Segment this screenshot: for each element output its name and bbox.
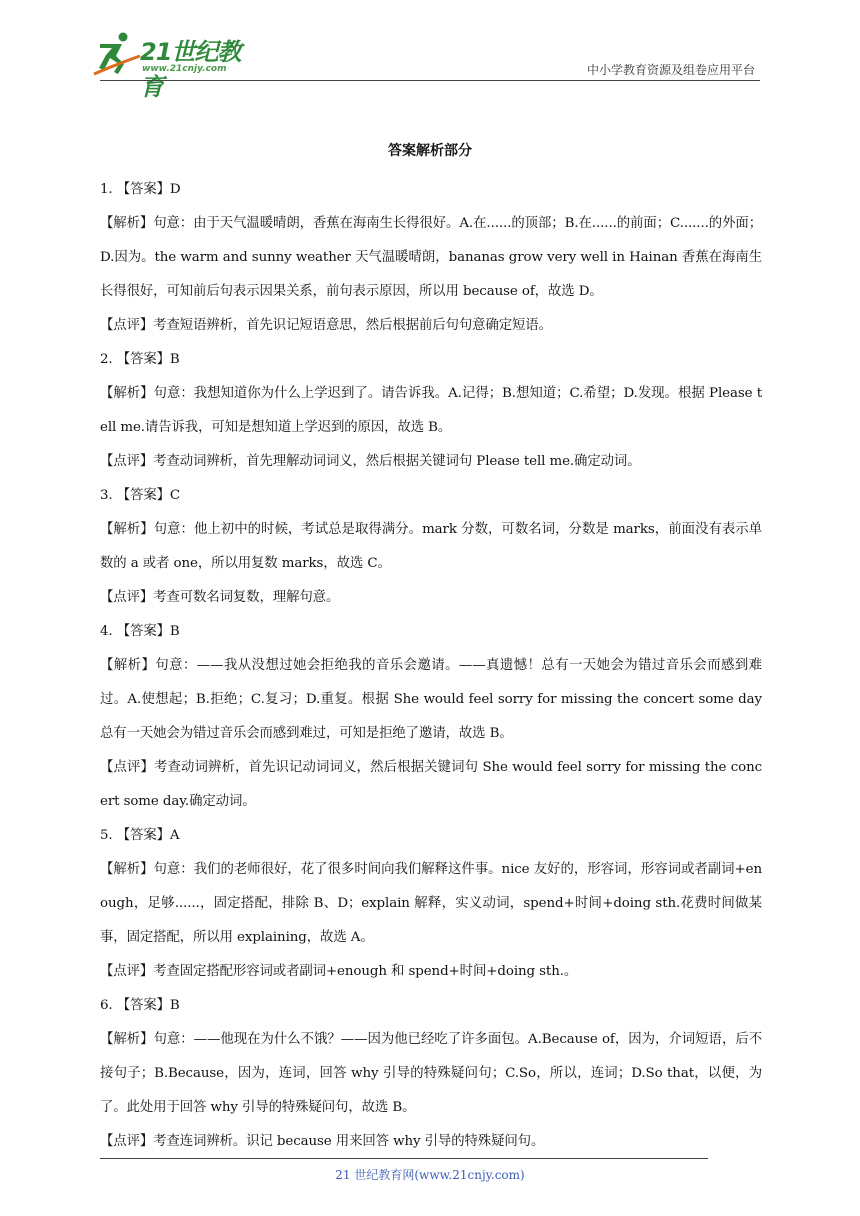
footer-divider [100,1158,708,1159]
platform-name: 中小学教育资源及组卷应用平台 [586,63,755,77]
paragraph: 【点评】考查动词辨析，首先理解动词词义，然后根据关键词句 Please tell me.确定动词。 [100,454,641,469]
page-header [0,0,860,101]
paragraph: 【点评】考查可数名词复数，理解句意。 [100,590,340,605]
logo-text: 21世纪教育 [140,38,241,101]
paragraph: 2. 【答案】B [100,352,180,367]
paragraph: 【点评】考查动词辨析，首先识记动词词义，然后根据关键词句 She would feel sorry for missing the concert some day.确定动词。 [100,760,762,809]
paragraph: 1. 【答案】D [100,182,181,197]
paragraph: 6. 【答案】B [100,998,180,1013]
page-title: 答案解析部分 [388,143,472,159]
page-footer: 21 世纪教育网(www.21cnjy.com) [335,1168,525,1182]
paragraph: 3. 【答案】C [100,488,181,503]
answer-content [100,173,762,1159]
paragraph: 【解析】句意：他上初中的时候，考试总是取得满分。mark 分数，可数名词，分数是 marks，前面没有表示单数的 a 或者 one，所以用复数 marks，故选 C。 [100,522,762,571]
paragraph: 【点评】考查固定搭配形容词或者副词+enough 和 spend+时间+doing sth.。 [100,964,578,979]
paragraph: 【解析】句意：我们的老师很好，花了很多时间向我们解释这件事。nice 友好的，形容词，形容词或者副词+enough，足够......，固定搭配，排除 B、D；explain 解释，实义动词，spend+时间+doing sth.花费时间做某事，固定搭配，所以用 explaining，故选 A。 [100,862,762,945]
paragraph: 5. 【答案】A [100,828,180,843]
logo-url: www.21cnjy.com [142,64,227,74]
runner-logo-icon [92,30,142,76]
paragraph: 4. 【答案】B [100,624,180,639]
logo [92,30,262,101]
paragraph: 【点评】考查短语辨析，首先识记短语意思，然后根据前后句句意确定短语。 [100,318,552,333]
paragraph: 【解析】句意：我想知道你为什么上学迟到了。请告诉我。A.记得；B.想知道；C.希望；D.发现。根据 Please tell me.请告诉我，可知是想知道上学迟到的原因，故选 B。 [100,386,762,435]
paragraph: 【解析】句意：由于天气温暖晴朗，香蕉在海南生长得很好。A.在......的顶部；B.在......的前面；C.......的外面；D.因为。the warm and sunny weather 天气温暖晴朗，bananas grow very well in Hainan 香蕉在海南生长得很好，可知前后句表示因果关系，前句表示原因，所以用 because of，故选 D。 [100,216,762,299]
paragraph: 【解析】句意：——他现在为什么不饿？——因为他已经吃了许多面包。A.Because of，因为，介词短语，后不接句子；B.Because，因为，连词，回答 why 引导的特殊疑问句；C.So，所以，连词；D.So that，以便，为了。此处用于回答 why 引导的特殊疑问句，故选 B。 [100,1032,762,1115]
paragraph: 【点评】考查连词辨析。识记 because 用来回答 why 引导的特殊疑问句。 [100,1134,545,1149]
header-divider [100,80,760,81]
paragraph: 【解析】句意：——我从没想过她会拒绝我的音乐会邀请。——真遗憾！总有一天她会为错过音乐会而感到难过。A.使想起；B.拒绝；C.复习；D.重复。根据 She would feel sorry for missing the concert some day 总有一天她会为错过音乐会而感到难过，可知是拒绝了邀请，故选 B。 [100,658,762,741]
